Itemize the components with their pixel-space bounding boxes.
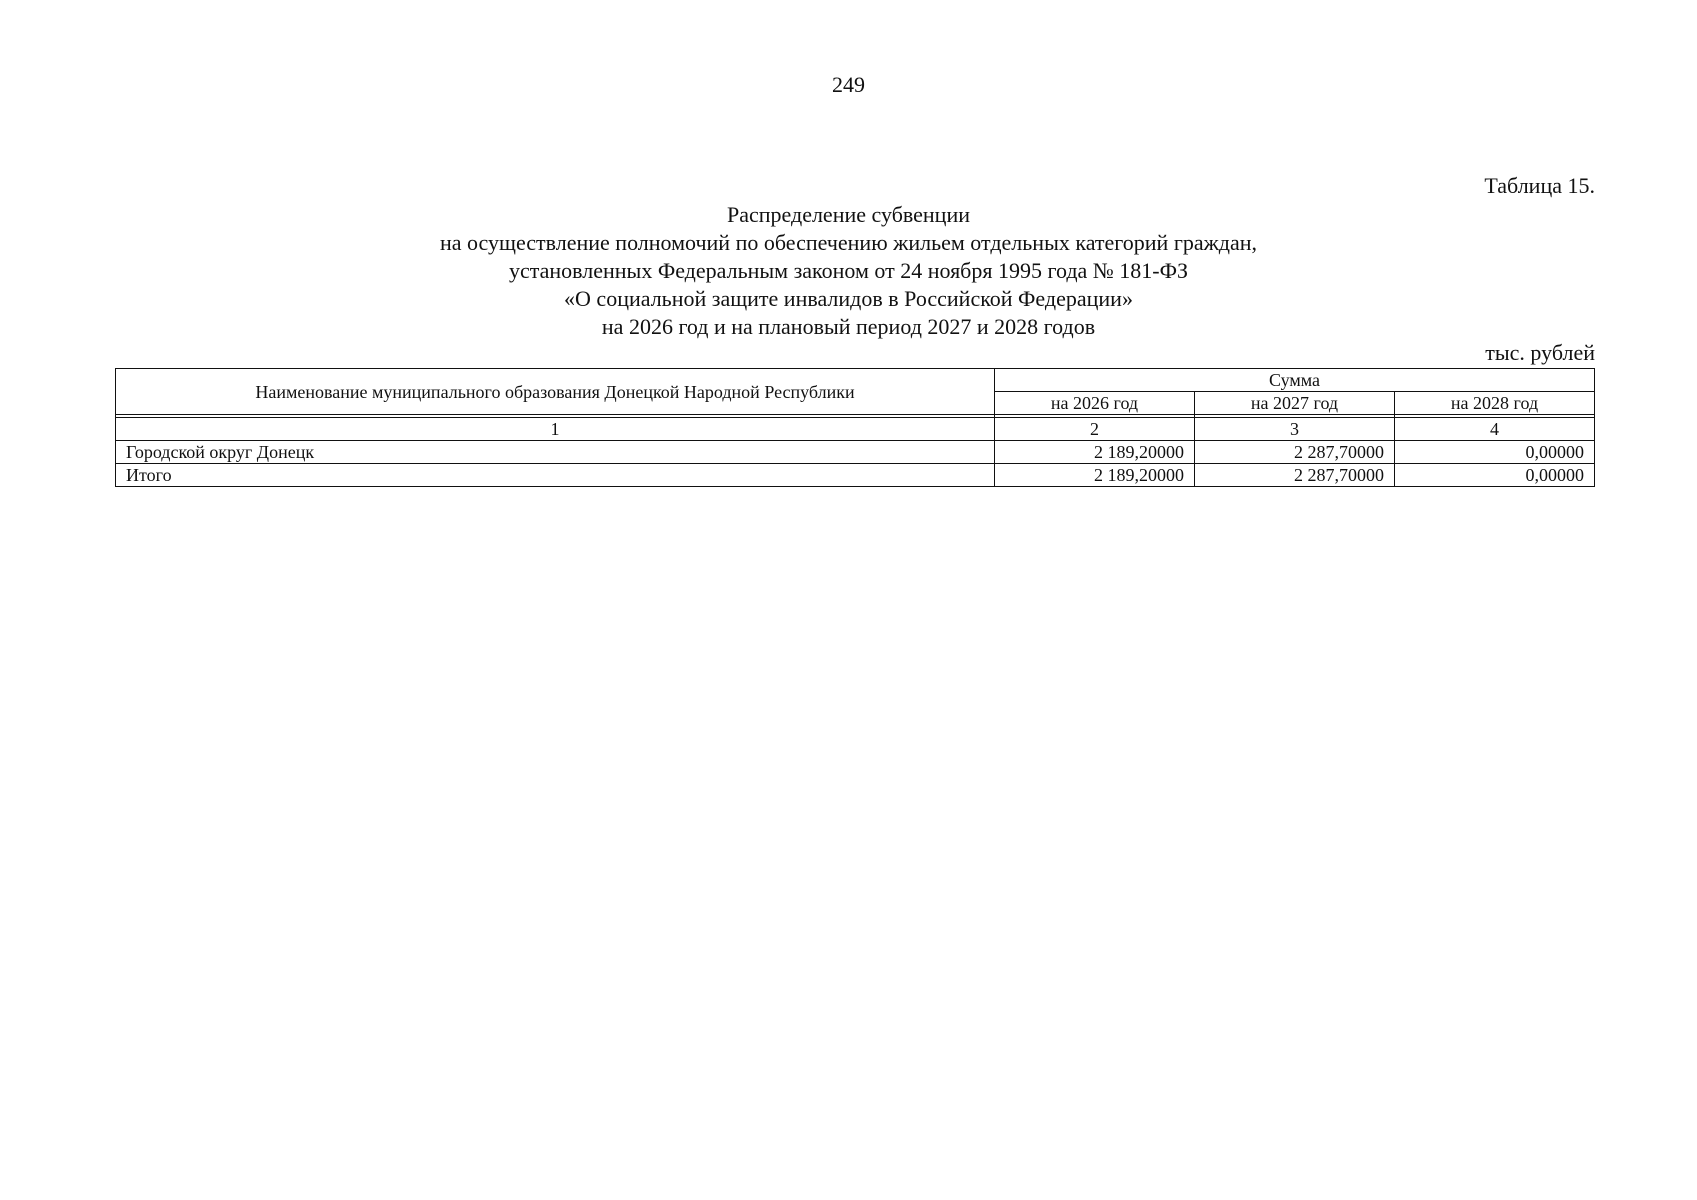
table-row (116, 441, 1595, 464)
units-label: тыс. рублей (1485, 340, 1595, 365)
title-line: Распределение субвенции (726, 202, 971, 227)
header-year-2026: на 2026 год (995, 392, 1195, 415)
document-title (0, 201, 1697, 341)
value-2026: 2 189,20000 (995, 441, 1195, 464)
column-number-row (116, 418, 1595, 441)
value-2028: 0,00000 (1395, 441, 1595, 464)
column-number: 2 (995, 418, 1195, 441)
page-number: 249 (832, 72, 865, 97)
municipality-name: Городской округ Донецк (116, 441, 995, 464)
title-line: «О социальной защите инвалидов в Российской Федерации» (564, 286, 1133, 311)
column-number: 1 (116, 418, 995, 441)
value-2027: 2 287,70000 (1195, 441, 1395, 464)
total-2027: 2 287,70000 (1195, 464, 1395, 487)
column-number: 3 (1195, 418, 1395, 441)
subvention-table (115, 368, 1595, 487)
header-year-2027: на 2027 год (1195, 392, 1395, 415)
column-number: 4 (1395, 418, 1595, 441)
total-2028: 0,00000 (1395, 464, 1595, 487)
table-label: Таблица 15. (1484, 173, 1595, 198)
title-line: на осуществление полномочий по обеспечению жильем отдельных категорий граждан, (439, 230, 1258, 255)
total-label: Итого (116, 464, 995, 487)
header-row (116, 369, 1595, 392)
total-row (116, 464, 1595, 487)
header-year-2028: на 2028 год (1395, 392, 1595, 415)
header-sum: Сумма (995, 369, 1595, 392)
total-2026: 2 189,20000 (995, 464, 1195, 487)
title-line: установленных Федеральным законом от 24 ноября 1995 года № 181-ФЗ (508, 258, 1189, 283)
title-line: на 2026 год и на плановый период 2027 и 2028 годов (601, 314, 1096, 339)
header-municipality: Наименование муниципального образования Донецкой Народной Республики (116, 369, 995, 415)
